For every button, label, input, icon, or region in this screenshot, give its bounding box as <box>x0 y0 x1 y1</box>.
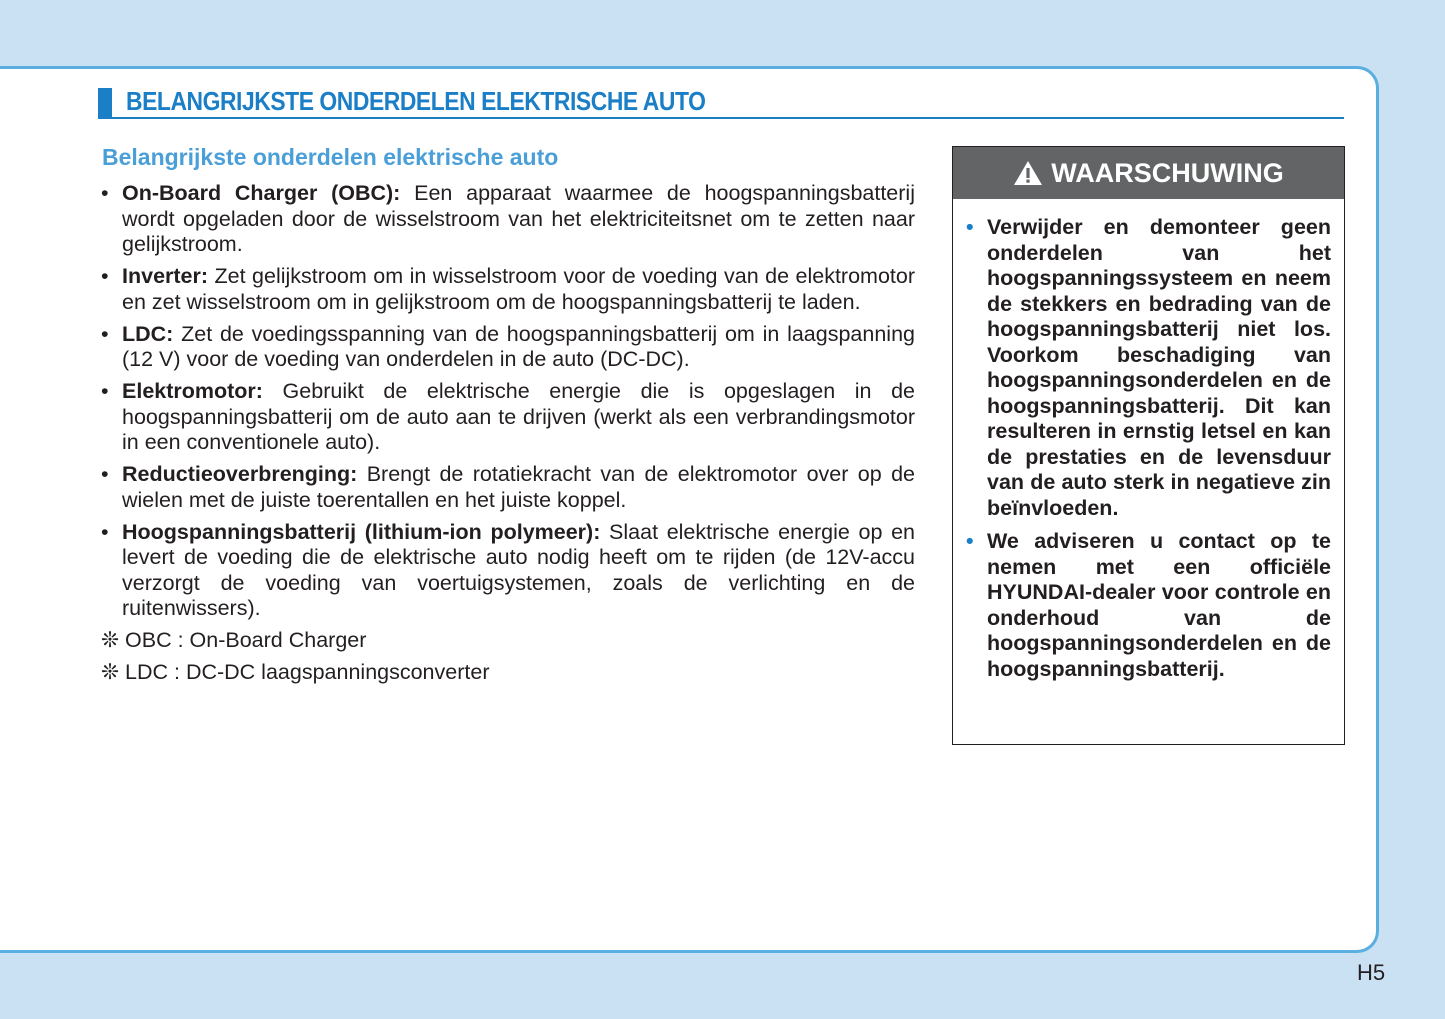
note-ldc <box>100 660 915 686</box>
item-text: Een apparaat waarmee de hoogspanningsbatterij wordt opgeladen door de wisselstroom van het elektriciteitsnet om te zetten naar gelijkstroom. <box>122 181 915 256</box>
warning-triangle-icon <box>1013 160 1043 186</box>
item-text: Brengt de rotatiekracht van de elektromotor over op de wielen met de juiste toerentallen en het juiste koppel. <box>122 462 915 512</box>
item-term: Reductieoverbrenging: <box>122 462 358 486</box>
list-item-reductieoverbrenging <box>100 462 915 513</box>
item-text: Zet gelijkstroom om in wisselstroom voor de voeding van de elektromotor en zet wisselstroom om in gelijkstroom om de hoogspanningsbatterij te laden. <box>122 264 915 314</box>
warning-title: WAARSCHUWING <box>1051 157 1284 188</box>
list-item-elektromotor <box>100 379 915 456</box>
warning-list <box>953 199 1344 682</box>
header-rule <box>98 117 1344 119</box>
item-term: Elektromotor: <box>122 379 263 403</box>
item-text: Slaat elektrische energie op en levert de voeding die de elektrische auto nodig heeft om te rijden (de 12V-accu verzorgt de voeding van voertuigsystemen, zoals de verlichting en de ruitenwissers). <box>122 519 915 620</box>
warning-box <box>952 146 1345 745</box>
warning-item: • Verwijder en demonteer geen onderdelen van het hoogspanningssysteem en neem de stekkers en bedrading van de hoogspanningsbatterij niet los. Voorkom beschadiging van hoogspanningsonderdelen en de hoogspanningsbatterij. Dit kan resulteren in ernstig letsel en kan de prestaties en de levensduur van de auto sterk in negatieve zin beïnvloeden. <box>963 215 1331 521</box>
item-text: Gebruikt de elektrische energie die is opgeslagen in de hoogspanningsbatterij om de auto aan te drijven (werkt als een verbrandingsmotor in een conventionele auto). <box>122 379 915 454</box>
component-list <box>100 181 915 622</box>
header-accent-bar <box>98 88 112 118</box>
list-item-inverter <box>100 264 915 315</box>
note-symbol-icon: ❊ <box>101 628 120 652</box>
list-item-hoogspanningsbatterij <box>100 520 915 622</box>
note-symbol-icon: ❊ <box>101 659 120 684</box>
warning-header <box>953 147 1344 199</box>
page-title: BELANGRIJKSTE ONDERDELEN ELEKTRISCHE AUTO <box>126 86 706 116</box>
main-content <box>100 144 915 685</box>
page-number: H5 <box>1357 960 1386 985</box>
note-obc <box>100 628 915 654</box>
item-term: On-Board Charger (OBC): <box>122 181 401 205</box>
section-heading: Belangrijkste onderdelen elektrische auto <box>102 144 559 170</box>
note-text: OBC : On-Board Charger <box>125 628 367 652</box>
warning-item: • We adviseren u contact op te nemen met een officiële HYUNDAI-dealer voor controle en onderhoud van de hoogspanningsonderdelen en de hoogspanningsbatterij. <box>963 529 1331 682</box>
note-text: LDC : DC-DC laagspanningsconverter <box>125 659 490 684</box>
list-item-obc <box>100 181 915 258</box>
item-text: Zet de voedingsspanning van de hoogspanningsbatterij om in laagspanning (12 V) voor de voeding van onderdelen in de auto (DC-DC). <box>122 321 915 371</box>
item-term: Inverter: <box>122 264 209 288</box>
item-term: LDC: <box>122 321 174 346</box>
item-term: Hoogspanningsbatterij (lithium-ion polymeer): <box>122 519 601 544</box>
list-item-ldc <box>100 322 915 373</box>
